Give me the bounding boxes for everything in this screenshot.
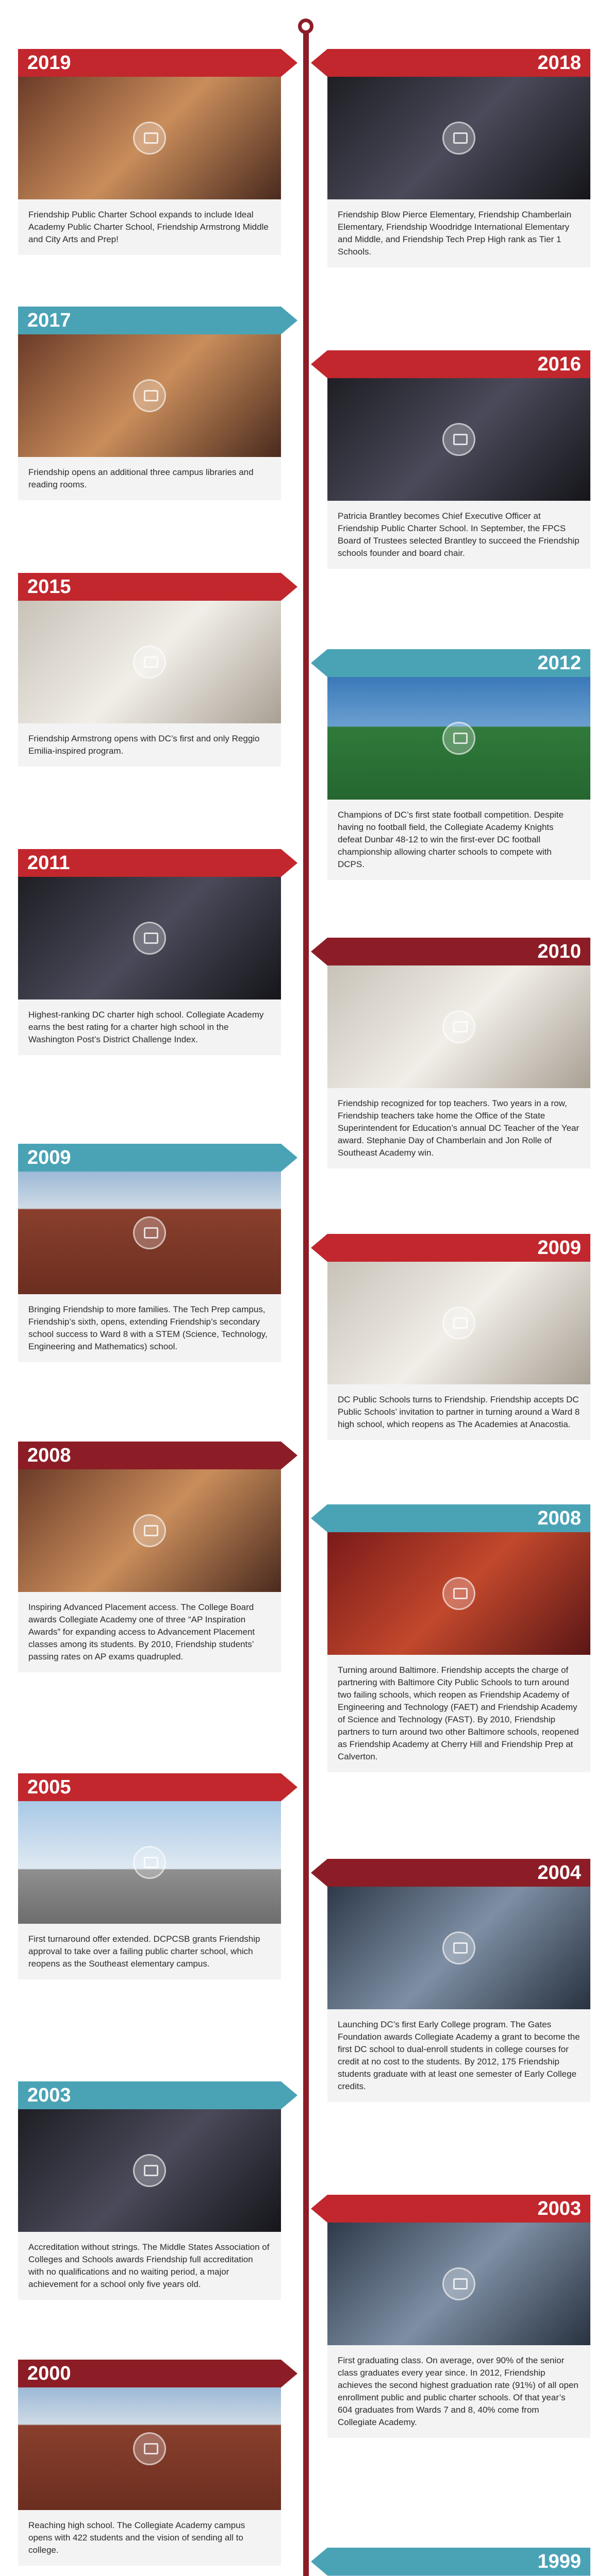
entry-description: Reaching high school. The Collegiate Academy campus opens with 422 students and the vision of sending all to college. [28,2520,245,2555]
entry-photo [327,1262,590,1384]
timeline-entry [327,350,590,569]
entry-card [327,77,590,267]
timeline-entry [18,573,281,767]
entry-description: Turning around Baltimore. Friendship accepts the charge of partnering with Baltimore City Public Schools to turn around two failing schools, which reopen as Friendship Academy of Engineering and Technology (FAET) and Friendship Academy of Science and Technology (FAST). By 2010, Friendship partners to turn around two other Baltimore schools, reopened as Friendship Academy at Cherry Hill and Friendship Prep at Calverton. [338,1665,579,1761]
entry-photo [18,1469,281,1592]
year-tab: 2011 [18,849,281,877]
image-icon [442,2267,475,2300]
year-tab: 1999 [327,2548,590,2575]
entry-photo [18,77,281,199]
timeline-entry [18,1773,281,1979]
entry-description: First graduating class. On average, over 90% of the senior class graduates every year since. In 2012, Friendship achieves the second highest graduation rate (91%) of all open enrollment public and public charter schools. Of that year’s 604 graduates from Wards 7 and 8, 40% come from Collegiate Academy. [338,2355,578,2427]
entry-card [18,877,281,1055]
timeline-entry [327,2195,590,2438]
year-tab: 2016 [327,350,590,378]
entry-card [327,378,590,569]
entry-description: Bringing Friendship to more families. The Tech Prep campus, Friendship’s sixth, opens, extending Friendship’s secondary school success to Ward 8 with a STEM (Science, Technology, Engineering and Mathematics) school. [28,1304,268,1351]
year-tab: 2008 [18,1442,281,1469]
entry-description: DC Public Schools turns to Friendship. Friendship accepts DC Public Schools’ invitation to partner in turning around a Ward 8 high school, which reopens as The Academies at Anacostia. [338,1395,580,1429]
timeline-top-knob [298,19,313,34]
image-icon [133,646,166,679]
year-tab: 2003 [18,2081,281,2109]
entry-card [327,677,590,880]
timeline-spine [303,23,309,2576]
entry-card [18,2387,281,2566]
image-icon [133,1514,166,1547]
entry-description: Accreditation without strings. The Middle States Association of Colleges and Schools awards Friendship full accreditation with no qualifications and no waiting period, a major achievement for a school only five years old. [28,2242,270,2289]
image-icon [133,2154,166,2187]
year-tab: 2000 [18,2360,281,2387]
entry-photo [18,2109,281,2232]
image-icon [442,122,475,155]
entry-photo [327,677,590,800]
image-icon [133,2432,166,2465]
timeline-entry [327,938,590,1168]
image-icon [133,922,166,955]
entry-description: Highest-ranking DC charter high school. Collegiate Academy earns the best rating for a charter high school in the Washington Post’s District Challenge Index. [28,1010,264,1044]
entry-card [327,1262,590,1440]
timeline-entry [18,849,281,1055]
year-tab: 2017 [18,307,281,334]
entry-photo [327,1532,590,1655]
year-tab: 2005 [18,1773,281,1801]
entry-card [327,2223,590,2438]
image-icon [442,423,475,456]
timeline-entry [327,649,590,880]
entry-card [327,965,590,1168]
entry-description: Friendship opens an additional three campus libraries and reading rooms. [28,467,254,489]
year-tab: 2004 [327,1859,590,1887]
entry-photo [18,601,281,723]
entry-description: Champions of DC’s first state football competition. Despite having no football field, the Collegiate Academy Knights defeat Dunbar 48-12 to win the first-ever DC football championship allowing charter schools to compete with DCPS. [338,810,564,869]
year-tab: 2009 [327,1234,590,1262]
entry-photo [327,77,590,199]
image-icon [133,1216,166,1249]
year-tab: 2008 [327,1504,590,1532]
timeline-entry [327,1234,590,1440]
entry-card [18,1469,281,1672]
year-tab: 2010 [327,938,590,965]
entry-description: Friendship Blow Pierce Elementary, Friendship Chamberlain Elementary, Friendship Woodridge International Elementary and Middle, and Friendship Tech Prep High rank as Tier 1 Schools. [338,210,572,257]
year-tab: 2018 [327,49,590,77]
timeline-entry [18,2081,281,2300]
entry-card [18,77,281,255]
year-tab: 2019 [18,49,281,77]
entry-description: First turnaround offer extended. DCPCSB grants Friendship approval to take over a failing public charter school, which reopens as the Southeast elementary campus. [28,1934,260,1969]
entry-photo [18,334,281,457]
entry-photo [327,378,590,501]
image-icon [442,1577,475,1610]
entry-card [18,2109,281,2300]
entry-card [18,334,281,500]
timeline-entry [327,1859,590,2102]
entry-description: Inspiring Advanced Placement access. The College Board awards Collegiate Academy one of three “AP Inspiration Awards” for expanding access to Advancement Placement classes among its students. By 2010, Friendship students’ passing rates on AP exams quadrupled. [28,1602,255,1662]
image-icon [442,1010,475,1043]
timeline-entry [18,307,281,500]
image-icon [442,1931,475,1964]
image-icon [133,1846,166,1879]
timeline-entry [327,2548,590,2576]
entry-photo [18,1172,281,1294]
entry-description: Friendship Armstrong opens with DC’s first and only Reggio Emilia-inspired program. [28,734,260,756]
entry-description: Launching DC’s first Early College program. The Gates Foundation awards Collegiate Academy a grant to become the first DC school to dual-enroll students in college courses for credit at no cost to the students. By 2012, 175 Friendship students graduate with at least one semester of Early College credits. [338,2020,580,2091]
entry-photo [18,1801,281,1924]
image-icon [442,722,475,755]
timeline-entry [18,1144,281,1362]
entry-description: Friendship Public Charter School expands to include Ideal Academy Public Charter School, Friendship Armstrong Middle and City Arts and Prep! [28,210,269,244]
timeline-entry [327,49,590,267]
timeline-entry [327,1504,590,1772]
entry-photo [18,2387,281,2510]
entry-card [327,1887,590,2102]
year-tab: 2015 [18,573,281,601]
image-icon [442,1307,475,1340]
year-tab: 2009 [18,1144,281,1172]
entry-photo [18,877,281,999]
entry-photo [327,2223,590,2345]
year-tab: 2003 [327,2195,590,2223]
entry-card [327,1532,590,1772]
image-icon [133,122,166,155]
timeline-entry [18,49,281,255]
entry-photo [327,965,590,1088]
entry-card [18,601,281,767]
entry-description: Patricia Brantley becomes Chief Executive Officer at Friendship Public Charter School. In September, the FPCS Board of Trustees selected Brantley to succeed the Friendship schools founder and board chair. [338,511,580,558]
timeline-entry [18,2360,281,2566]
timeline-entry [18,1442,281,1672]
year-tab: 2012 [327,649,590,677]
entry-card [18,1801,281,1979]
entry-description: Friendship recognized for top teachers. Two years in a row, Friendship teachers take home the Office of the State Superintendent for Education’s annual DC Teacher of the Year award. Stephanie Day of Chamberlain and Jon Rolle of Southeast Academy win. [338,1098,580,1158]
entry-card [18,1172,281,1362]
entry-photo [327,1887,590,2009]
image-icon [133,379,166,412]
